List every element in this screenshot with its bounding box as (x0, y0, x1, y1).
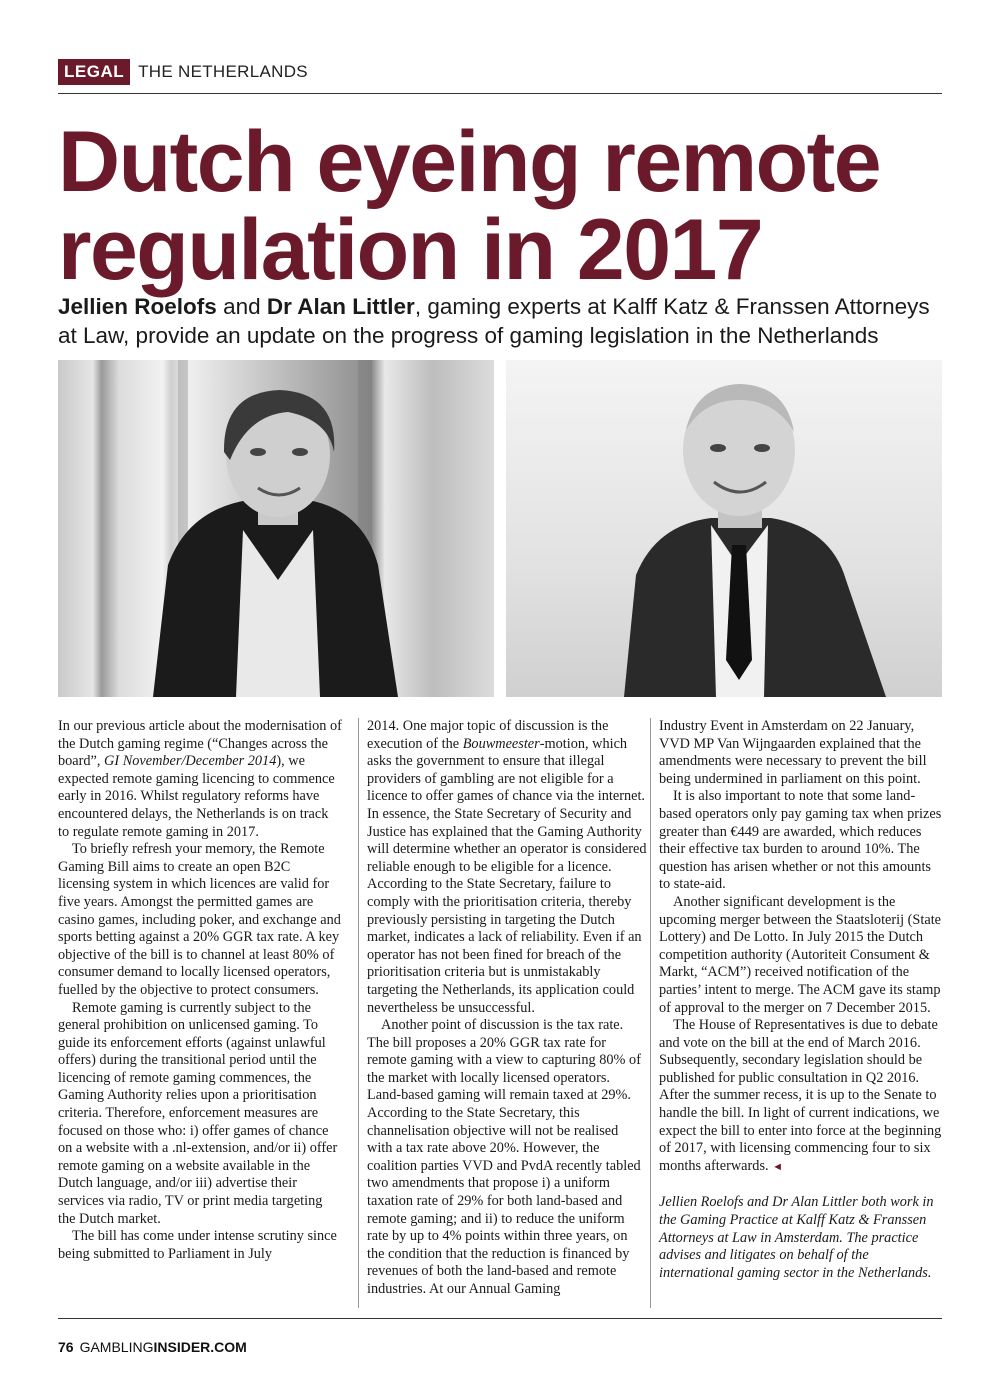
end-of-article-icon: ◄ (772, 1160, 784, 1173)
headline-line-2: regulation in 2017 (58, 202, 763, 298)
paragraph: The bill has come under intense scrutiny since being submitted to Parliament in July (58, 1228, 337, 1262)
text-run: -motion, which asks the government to ensure that illegal providers of gambling are not eligible for a licence to offer games of chance via the internet. In essence, the State Secretary of Security and Justice has explained that the Gaming Authority will determine whether an operator is considered reliable enough to be eligible for a licence. According to the State Secretary, failure to comply with the prioritisation criteria, thereby previously persisting in targeting the Dutch market, indicates a lack of reliability. Even if an operator has not been fined for breach of the prioritisation criteria but is unmistakably targeting the Netherlands, its application could nevertheless be unsuccessful. (367, 735, 647, 1016)
author-1: Jellien Roelofs (58, 294, 217, 319)
author-photo-man (506, 360, 942, 697)
publication-reference: GI November/December 2014 (104, 753, 277, 770)
article-body (58, 718, 944, 1308)
author-2: Dr Alan Littler (266, 294, 415, 319)
paragraph: It is also important to note that some land-based operators only pay gaming tax when prizes greater than €449 are awarded, which reduces their effective tax burden to around 10%. The question has arisen whether or not this amounts to state-aid. (659, 788, 942, 893)
page-footer (58, 1339, 247, 1355)
column-2 (358, 718, 647, 1308)
section-name: THE NETHERLANDS (138, 62, 308, 81)
column-3 (650, 718, 945, 1308)
paragraph (367, 718, 647, 1017)
portrait-man-illustration (506, 360, 942, 697)
paragraph: To briefly refresh your memory, the Remote Gaming Bill aims to create an open B2C licensing system in which licences are valid for five years. Amongst the permitted games are casino games, including poker, and exchange and sports betting against a 20% GGR tax rate. A key objective of the bill is to channel at least 80% of consumer demand to locally licensed operators, fuelled by the objective to protect consumers. (58, 841, 341, 998)
text-run: ), we expected remote gaming licencing to commence early in 2016. Whilst regulatory reforms have encountered delays, the Netherlands is on track to regulate remote gaming in 2017. (58, 753, 335, 840)
paragraph: Industry Event in Amsterdam on 22 January, VVD MP Van Wijngaarden explained that the amendments were necessary to prevent the bill being undermined in parliament on this point. (659, 718, 927, 787)
text-run: The House of Representatives is due to debate and vote on the bill at the end of March 2016. Subsequently, secondary legislation should be published for public consultation in Q2 2016. After the summer recess, it is up to the Senate to handle the bill. In light of current indications, we expect the bill to enter into force at the beginning of 2017, with licensing commencing four to six months afterwards. (659, 1017, 942, 1174)
top-rule (58, 93, 942, 94)
paragraph (659, 1017, 945, 1176)
paragraph: Another significant development is the upcoming merger between the Staatsloterij (State Lottery) and De Lotto. In July 2015 the Dutch competition authority (Autoriteit Consument & Markt, “ACM”) received notification of the parties’ intent to merge. The ACM gave its stamp of approval to the merger on 7 December 2015. (659, 893, 942, 1016)
motion-name: Bouwmeester (462, 735, 540, 752)
portrait-woman-illustration (58, 360, 494, 697)
standfirst (58, 292, 948, 350)
column-1 (58, 718, 342, 1308)
section-tag: LEGAL (58, 59, 130, 85)
standfirst-and: and (223, 294, 261, 319)
text-run: 2014. One major topic of discussion is the execution of the (367, 718, 609, 752)
text-run: In our previous article about the modernisation of the Dutch gaming regime (“Changes across the board”, (58, 718, 342, 770)
bottom-rule (58, 1318, 942, 1319)
paragraph: Another point of discussion is the tax rate. The bill proposes a 20% GGR tax rate for remote gaming with a view to capturing 80% of the market with locally licensed operators. Land-based gaming will remain taxed at 29%. According to the State Secretary, this channelisation objective will not be realised with a tax rate above 20%. However, the coalition parties VVD and PvdA recently tabled two amendments that propose i) a uniform taxation rate of 29% for both land-based and remote gaming; and ii) to reduce the uniform rate by up to 4% points within three years, on the condition that the reduction is financed by revenues of both the land-based and remote industries. At our Annual Gaming (367, 1017, 641, 1297)
headline (58, 114, 958, 298)
paragraph: Remote gaming is currently subject to the general prohibition on unlicensed gaming. To guide its enforcement efforts (against unlawful offers) during the transitional period until the licencing of remote gaming commences, the Gaming Authority relies upon a prioritisation criteria. Therefore, enforcement measures are focused on those who: i) offer games of chance on a website with a .nl-extension, and/or ii) offer remote gaming on a website available in the Dutch language, and/or iii) advertise their services via radio, TV or print media targeting the Dutch market. (58, 999, 338, 1227)
standfirst-text: , gaming experts at Kalff Katz & Franssen Attorneys at Law, provide an update on the progress of gaming legislation in the Netherlands (58, 294, 930, 348)
publication-name-bold: INSIDER.COM (153, 1339, 247, 1355)
paragraph (58, 718, 342, 841)
author-bio: Jellien Roelofs and Dr Alan Littler both work in the Gaming Practice at Kalff Katz & Franssen Attorneys at Law in Amsterdam. The practice advises and litigates on behalf of the international gaming sector in the Netherlands. (659, 1194, 934, 1281)
headline-line-1: Dutch eyeing remote (58, 114, 881, 210)
author-photo-woman (58, 360, 494, 697)
page-number: 76 (58, 1339, 74, 1355)
publication-name-light: GAMBLING (79, 1339, 154, 1355)
section-label (58, 58, 308, 86)
